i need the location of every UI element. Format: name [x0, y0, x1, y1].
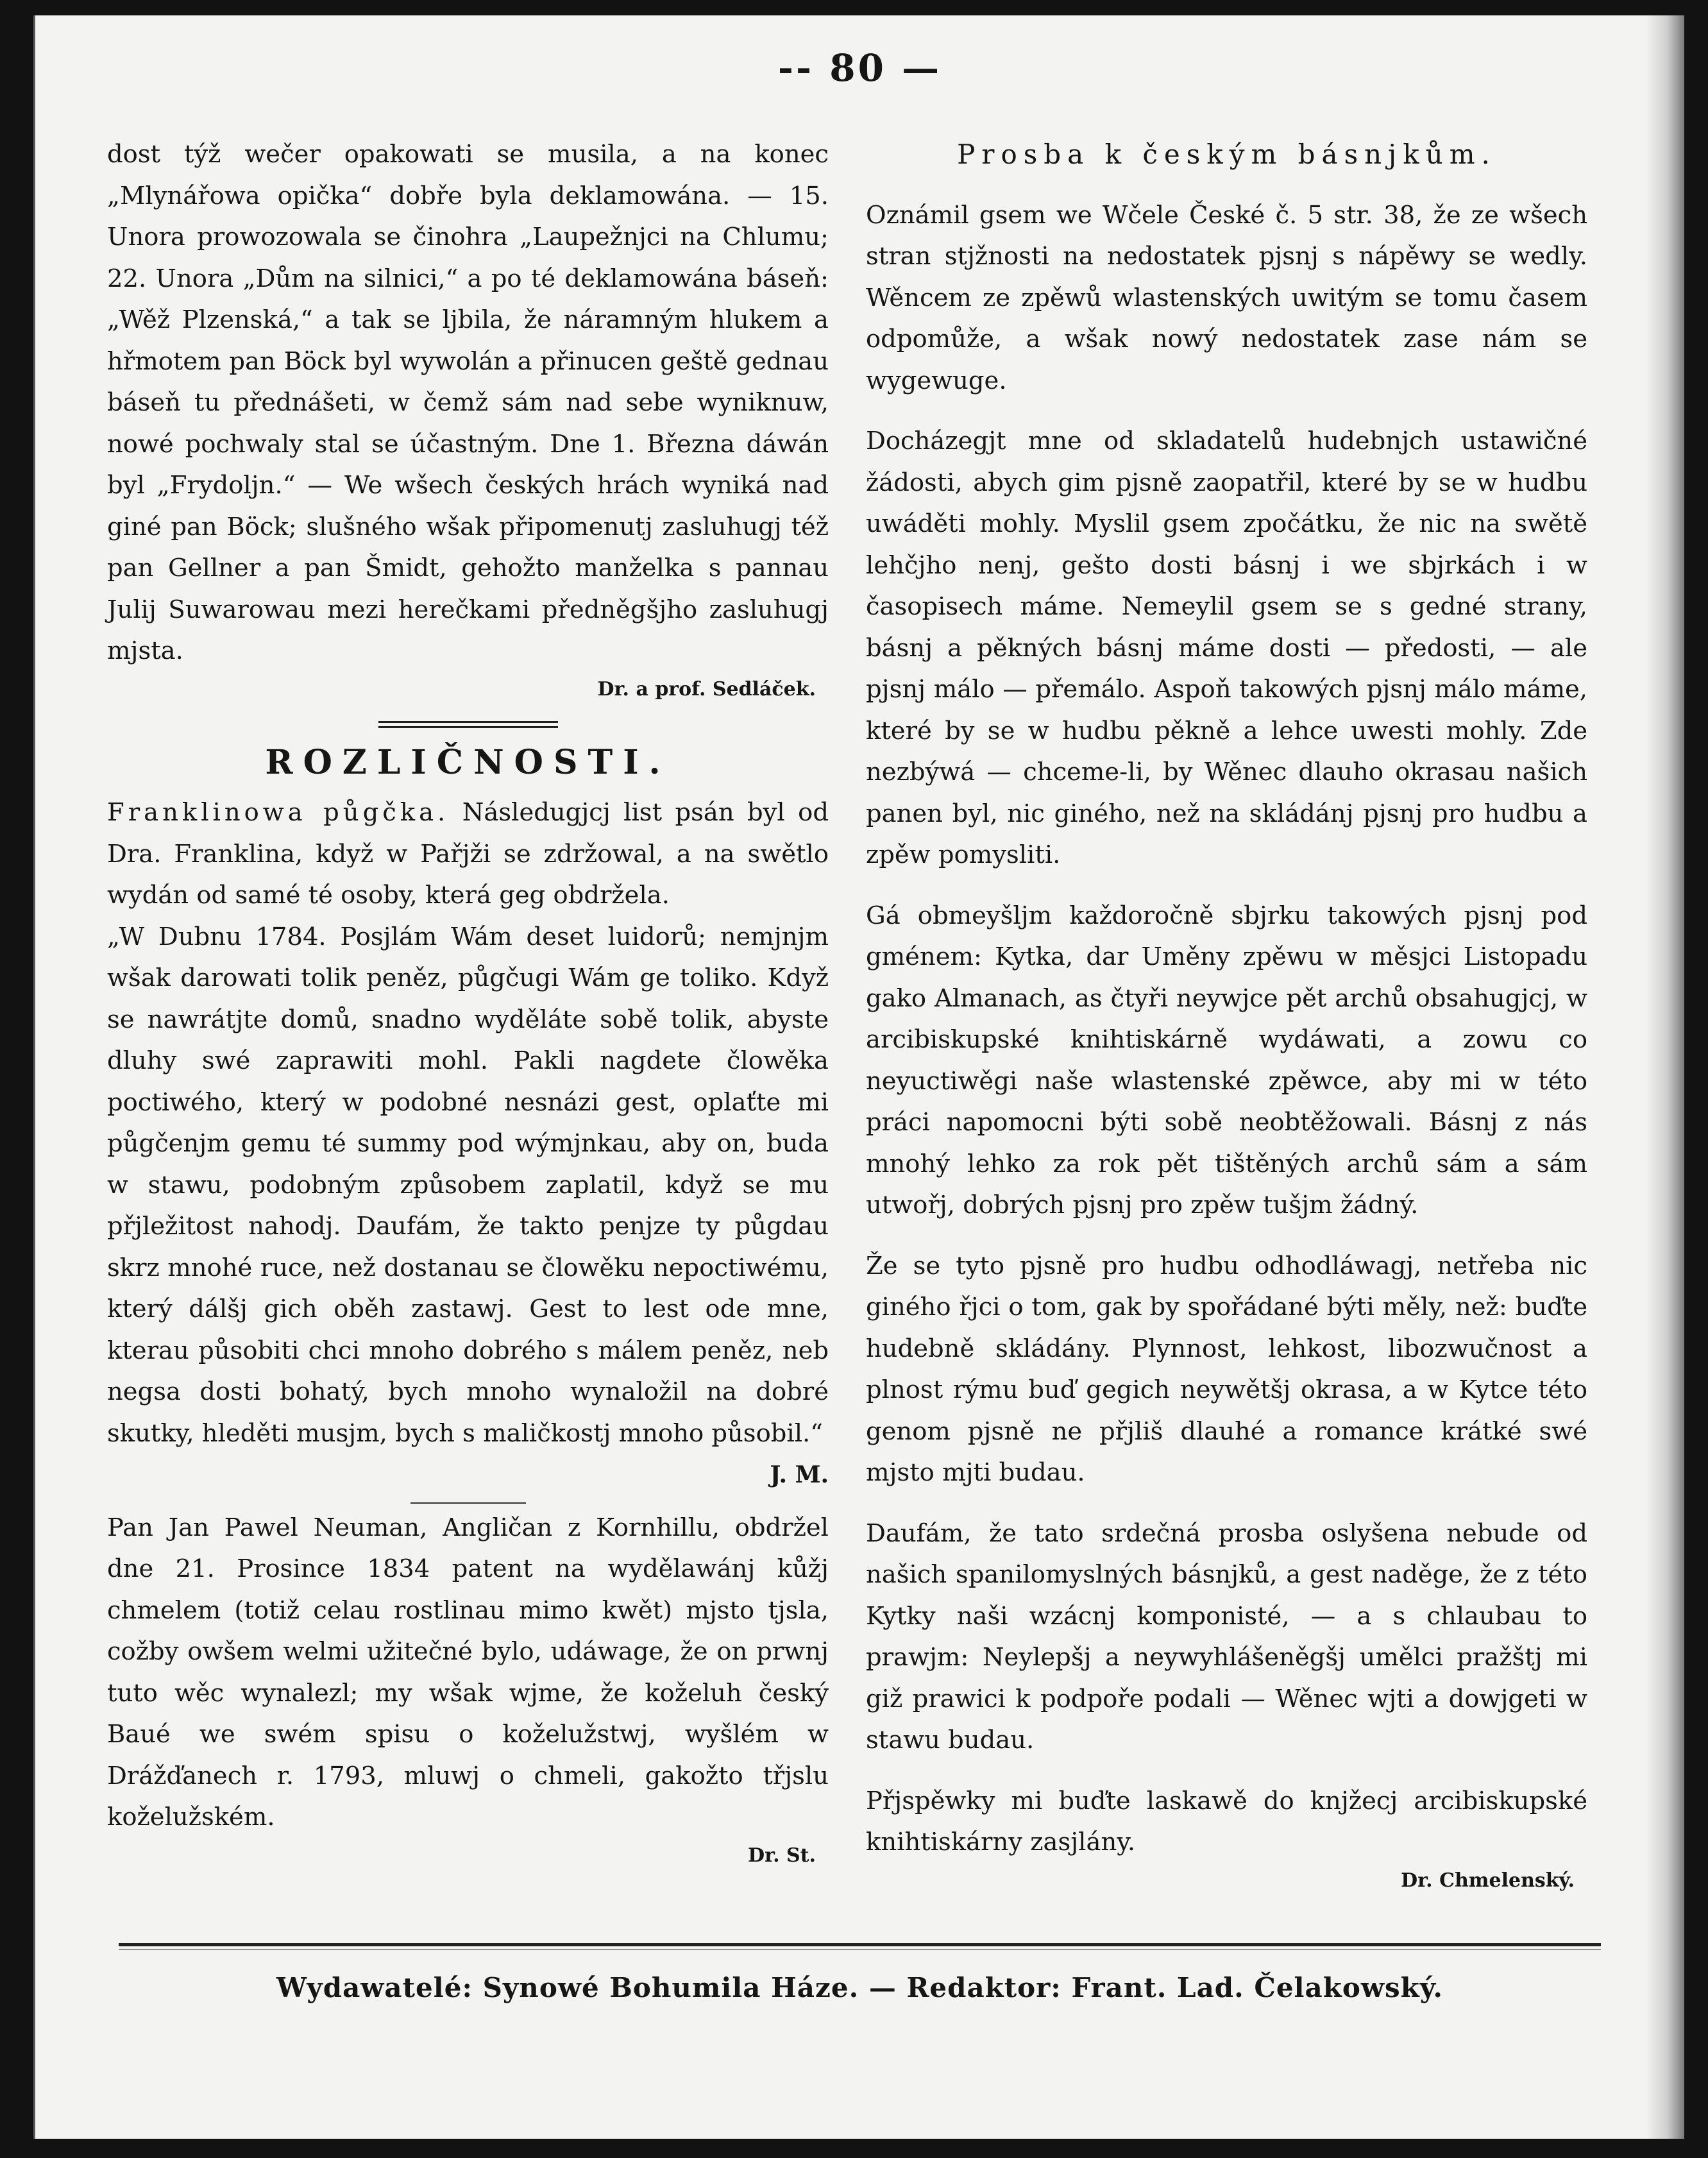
franklin-intro: [107, 792, 829, 917]
franklin-intro-text: Následugjcj list psán byl od Dra. Franklina, když w Pařjži se zdržowal, a na swětlo wydán od samé té osoby, která geg obdržela.: [107, 798, 829, 910]
neuman-paragraph: Pan Jan Pawel Neuman, Angličan z Kornhillu, obdržel dne 21. Prosince 1834 patent na wydělawánj kůžj chmelem (totiž celau rostlinau mimo kwět) mjsto tjsla, cožby owšem welmi užitečné bylo, udáwage, že on prwnj tuto wěc wynalezl; my wšak wjme, že koželuh český Baué we swém spisu o koželužstwj, wyšlém w Drážďanech r. 1793, mluwj o chmeli, gakožto třjslu koželužském.: [107, 1513, 829, 1831]
newspaper-page: [33, 15, 1684, 2139]
short-divider: [410, 1502, 526, 1504]
article-paragraph-1: Oznámil gsem we Wčele České č. 5 str. 38, že ze wšech stran stjžnosti na nedostatek pjsnj s nápěwy se wedly. Wěncem ze zpěwů wlastenských uwitým se tomu časem odpomůže, a wšak nowý nedostatek zase nám se wygewuge.: [866, 200, 1587, 395]
section-heading: ROZLIČNOSTI.: [265, 742, 671, 782]
article-paragraph-2: Docházegjt mne od skladatelů hudebnjch ustawičné žádosti, abych gim pjsně zaopatřil, které by se w hudbu uwáděti mohly. Myslil gsem zpočátku, že nic na swětě lehčjho nenj, gešto dosti básnj i we sbjrkách i w časopisech máme. Nemeylil gsem se s gedné strany, básnj a pěkných básnj máme dosti — předosti, — ale pjsnj málo — přemálo. Aspoň takowých pjsnj málo máme, které by se w hudbu pěkně a lehce uwesti mohly. Zde nezbýwá — chceme-li, by Wěnec dlauho okrasau našich panen byl, nic giného, než na skládánj pjsnj pro hudbu a zpěw pomysliti.: [866, 427, 1587, 869]
article-paragraph-5: Daufám, že tato srdečná prosba oslyšena nebude od našich spanilomyslných básnjků, a gest naděge, že z této Kytky naši wzácnj komponisté, — a s chlaubau to prawjm: Neylepšj a neywyhlášeněgšj umělci pražštj mi giž prawici k podpoře podali — Wěnec wjti a dowjgeti w stawu budau.: [866, 1518, 1587, 1754]
franklin-lead: Franklinowa půgčka.: [107, 798, 450, 827]
article-title: Prosba k českým básnjkům.: [957, 139, 1496, 170]
footer-divider: [119, 1943, 1601, 1950]
signature-chmelensky: Dr. Chmelenský.: [1401, 1869, 1575, 1892]
section-divider: [378, 721, 558, 728]
article-paragraph-3: Gá obmeyšljm každoročně sbjrku takowých pjsnj pod gménem: Kytka, dar Uměny zpěwu w měsjci Listopadu gako Almanach, as čtyři neywjce pět archů obsahugjcj, w arcibiskupské knihtiskárně wydáwati, a zowu co neyuctiwěgi naše wlastenské zpěwce, aby mi w této práci napomocni býti sobě neobtěžowali. Básnj z nás mnohý lehko za rok pět tištěných archů sám a sám utwořj, dobrých pjsnj pro zpěw tušjm žádný.: [866, 901, 1587, 1219]
right-column: [866, 134, 1587, 1898]
publisher-footer: Wydawatelé: Synowé Bohumila Háze. — Redaktor: Frant. Lad. Čelakowský.: [276, 1972, 1443, 2003]
signature-st: Dr. St.: [748, 1844, 816, 1867]
page-spine-shadow: [1646, 15, 1684, 2139]
page-number: -- 80 —: [777, 46, 942, 90]
signature-jm: J. M.: [770, 1461, 829, 1488]
article-paragraph-4: Že se tyto pjsně pro hudbu odhodláwagj, netřeba nic giného řjci o tom, gak by spořádané býti měly, než: buďte hudebně skládány. Plynnost, lehkost, libozwučnost a plnost rýmu buď gegich neywětšj okrasa, a w Kytce této genom pjsně ne přjliš dlauhé a romance krátké swé mjsto mjti budau.: [866, 1251, 1587, 1487]
franklin-letter: „W Dubnu 1784. Posjlám Wám deset luidorů; nemjnjm wšak darowati tolik peněz, půgčugi Wám ge toliko. Když se nawrátjte domů, snadno wyděláte sobě tolik, abyste dluhy swé zaprawiti mohl. Pakli nagdete člowěka poctiwého, který w podobné nesnázi gest, oplaťte mi půgčenjm gemu té summy pod wýmjnkau, aby on, buda w stawu, podobným způsobem zaplatil, když se mu přjležitost nahodj. Daufám, že takto penjze ty půgdau skrz mnohé ruce, než dostanau se člowěku nepoctiwému, který dálšj gich oběh zastawj. Gest to lest ode mne, kterau působiti chci mnoho dobrého s málem peněz, neb negsa dosti bohatý, bych mnoho wynaložil na dobré skutky, hleděti musjm, bych s maličkostj mnoho působil.“: [107, 922, 829, 1448]
left-column: [107, 134, 829, 1873]
article-paragraph-6: Přjspěwky mi buďte laskawě do knjžecj arcibiskupské knihtiskárny zasjlány.: [866, 1786, 1587, 1856]
signature-sedlacek: Dr. a prof. Sedláček.: [597, 677, 816, 701]
theatre-report-paragraph: dost týž wečer opakowati se musila, a na konec „Mlynářowa opička“ dobře byla deklamowána. — 15. Unora prowozowala se činohra „Laupežnjci na Chlumu; 22. Unora „Dům na silnici,“ a po té deklamowána báseň: „Wěž Plzenská,“ a tak se ljbila, že náramným hlukem a hřmotem pan Böck byl wywolán a přinucen geště gednau báseň tu přednášeti, w čemž sám nad sebe wyniknuw, nowé pochwaly stal se účastným. Dne 1. Března dáwán byl „Frydolјn.“ — We wšech českých hrách wyniká nad giné pan Böck; slušného wšak připomenutj zasluhugj též pan Gellner a pan Šmidt, gehožto manželka s pannau Julij Suwarowau mezi herečkami předněgšjho zasluhugj mjsta.: [107, 140, 829, 665]
